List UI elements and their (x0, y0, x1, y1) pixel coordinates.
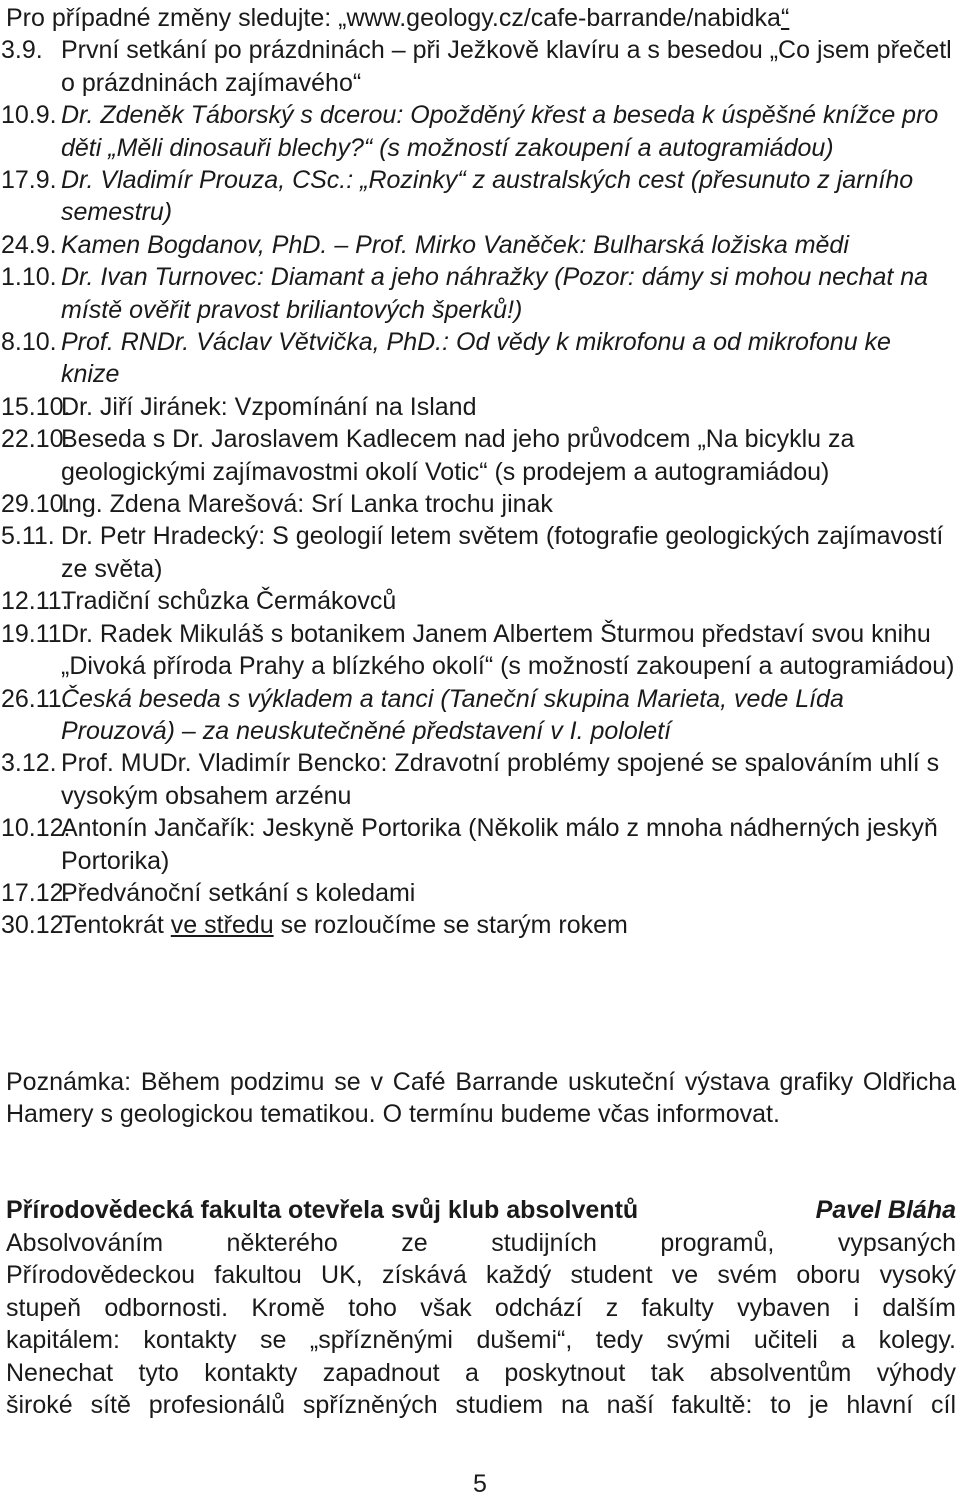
event-text: Antonín Jančařík: Jeskyně Portorika (Několik málo z mnoha nádherných jeskyň Portorika) (61, 814, 938, 875)
exhibition-note: Poznámka: Během podzimu se v Café Barrande uskuteční výstava grafiky Oldřicha Hamery s geologickou tematikou. O termínu budeme včas informovat. (6, 1068, 956, 1129)
nabidka-link[interactable]: “ (780, 4, 790, 32)
event-text: Tradiční schůzka Čermákovců (61, 587, 397, 616)
event-date: 22.10. (1, 425, 71, 454)
event-text: Prof. RNDr. Václav Větvička, PhD.: Od vědy k mikrofonu a od mikrofonu ke knize (61, 328, 891, 389)
article-line: Přírodovědeckou fakultou UK, získává každý student ve svém oboru vysoký (6, 1261, 956, 1290)
event-item (1, 391, 956, 423)
event-text: Prof. MUDr. Vladimír Bencko: Zdravotní problémy spojené se spalováním uhlí s vysokým obsahem arzénu (61, 749, 940, 810)
event-item (1, 585, 956, 617)
event-text: Beseda s Dr. Jaroslavem Kadlecem nad jeho průvodcem „Na bicyklu za geologickými zajímavostmi okolí Votic“ (s prodejem a autogramiádou) (61, 425, 855, 486)
article-line: Nenechat tyto kontakty zapadnout a poskytnout tak absolventům výhody (6, 1358, 956, 1387)
event-date: 1.10. (1, 263, 57, 292)
event-date: 8.10. (1, 328, 57, 357)
event-date: 26.11. (1, 684, 69, 713)
event-item (1, 877, 956, 909)
event-text: Kamen Bogdanov, PhD. – Prof. Mirko Vaněček: Bulharská ložiska mědi (61, 230, 849, 259)
event-item (1, 164, 956, 229)
event-date: 17.12. (1, 878, 71, 907)
event-text: Dr. Zdeněk Táborský s dcerou: Opožděný křest a beseda k úspěšné knížce pro děti „Měli dinosauři blechy?“ (s možností zakoupení a autogramiádou) (61, 101, 939, 162)
event-date: 17.9. (1, 166, 57, 195)
event-date: 12.11. (1, 587, 69, 616)
event-item (1, 747, 956, 812)
event-date: 10.9. (1, 101, 57, 130)
article-body (6, 1227, 956, 1421)
intro-text: Pro případné změny sledujte: „www.geology.cz/cafe-barrande/nabidka (6, 4, 781, 32)
event-date: 10.12. (1, 814, 71, 843)
article-author: Pavel Bláha (815, 1196, 956, 1224)
event-item (1, 34, 956, 99)
event-date: 3.12. (1, 749, 57, 778)
event-text: Česká beseda s výkladem a tanci (Taneční skupina Marieta, vede Lída Prouzová) – za neuskutečněné představení v I. pololetí (61, 684, 844, 745)
event-text: Předvánoční setkání s koledami (61, 878, 416, 907)
event-date: 5.11. (1, 522, 55, 551)
event-text-post: se rozloučíme se starým rokem (273, 911, 628, 940)
article-line: Absolvováním některého ze studijních programů, vypsaných (6, 1229, 956, 1257)
event-item (1, 229, 956, 261)
article-title: Přírodovědecká fakulta otevřela svůj klub absolventů (6, 1196, 639, 1224)
event-text: Dr. Jiří Jiránek: Vzpomínání na Island (61, 392, 477, 421)
event-list (1, 34, 956, 941)
event-date: 3.9. (1, 36, 43, 65)
event-text-underlined: ve středu (170, 911, 274, 940)
event-item (1, 423, 956, 488)
event-date: 30.12. (1, 911, 71, 940)
event-item (1, 326, 956, 391)
event-text (61, 909, 956, 941)
event-item (1, 909, 956, 941)
event-date: 24.9. (1, 230, 57, 259)
event-item (1, 261, 956, 326)
intro-line (6, 2, 956, 34)
event-text: Dr. Petr Hradecký: S geologií letem světem (fotografie geologických zajímavostí ze světa) (61, 522, 944, 583)
event-date: 19.11. (1, 619, 69, 648)
event-item (1, 618, 956, 683)
article-line: široké sítě profesionálů spřízněných studiem na naší fakultě: to je hlavní cíl (6, 1391, 956, 1420)
event-text: Dr. Vladimír Prouza, CSc.: „Rozinky“ z australských cest (přesunuto z jarního semestru) (61, 166, 914, 227)
event-text: Dr. Ivan Turnovec: Diamant a jeho náhražky (Pozor: dámy si mohou nechat na místě ověřit pravost briliantových šperků!) (61, 263, 929, 324)
event-date: 29.10. (1, 490, 71, 519)
event-text: První setkání po prázdninách – při Ježkově klavíru a s besedou „Co jsem přečetl o prázdninách zajímavého“ (61, 36, 952, 97)
event-text: Dr. Radek Mikuláš s botanikem Janem Albertem Šturmou představí svou knihu „Divoká příroda Prahy a blízkého okolí“ (s možností zakoupení a autogramiádou) (61, 619, 955, 681)
article-heading (6, 1194, 956, 1226)
article-line: kapitálem: kontakty se „spřízněnými dušemi“, tedy svými učiteli a kolegy. (6, 1326, 956, 1355)
event-item (1, 488, 956, 520)
event-item (1, 683, 956, 748)
event-item (1, 99, 956, 164)
event-text-pre: Tentokrát (61, 911, 171, 940)
event-text: Ing. Zdena Marešová: Srí Lanka trochu jinak (61, 490, 553, 519)
event-item (1, 520, 956, 585)
event-date: 15.10. (1, 392, 71, 421)
article-line: stupeň odbornosti. Kromě toho však odchází z fakulty vybaven i dalším (6, 1293, 956, 1322)
event-item (1, 812, 956, 877)
page-number: 5 (473, 1470, 487, 1498)
